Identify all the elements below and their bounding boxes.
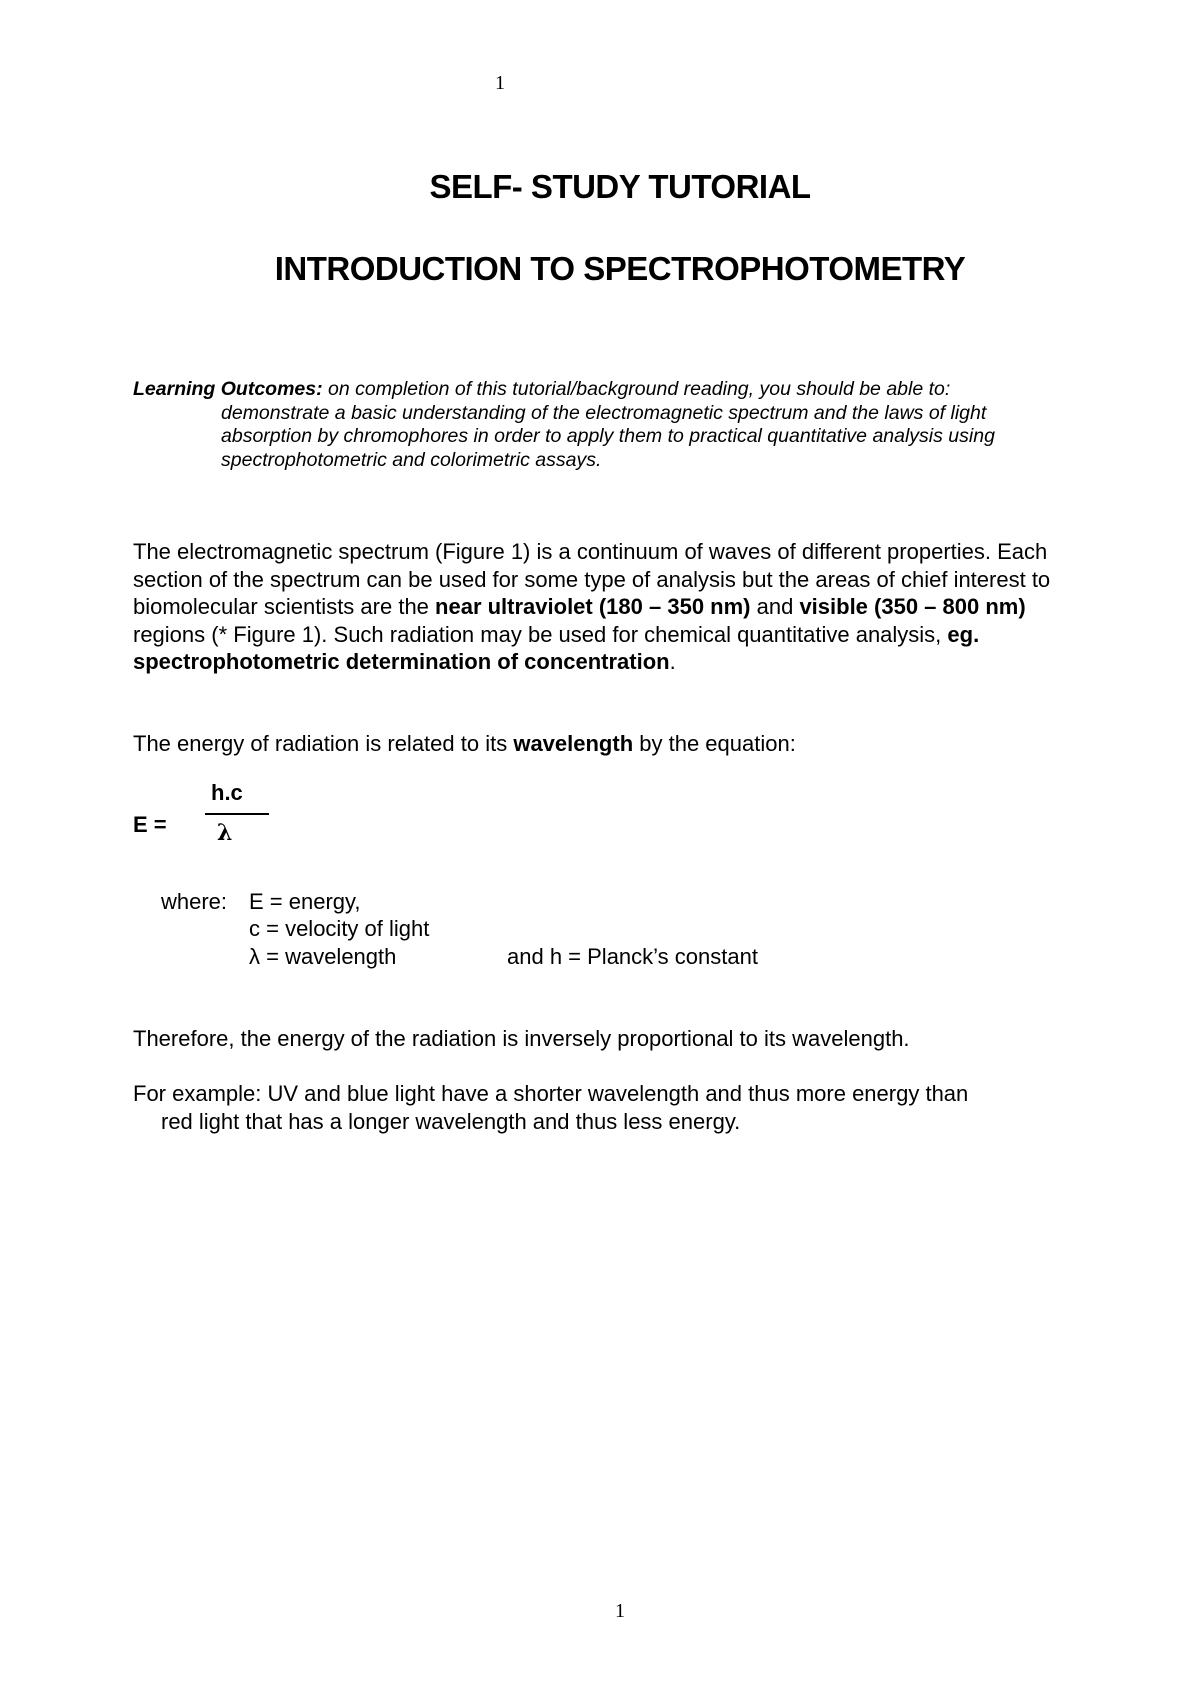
spectrophotometric-determination: eg. spectrophotometric determination of concentration [133, 621, 980, 674]
paragraph-spectrum-text-4: . [669, 649, 676, 674]
fraction-bar [205, 813, 269, 815]
where-definitions [161, 888, 361, 916]
where-label: where: [161, 889, 228, 914]
equation-numerator: h.c [211, 780, 243, 805]
near-uv-range: near ultraviolet (180 – 350 nm) [435, 594, 751, 619]
paragraph-inverse: Therefore, the energy of the radiation is inversely proportional to its wavelength. [133, 1026, 910, 1051]
wavelength-term: wavelength [513, 731, 634, 756]
equation-denominator: λ [217, 820, 233, 846]
paragraph-spectrum-text-1: The electromagnetic spectrum (Figure 1) is a continuum of waves of different properties. Each section of the spectrum can be used for some type of analysis but the areas of chief interest to biomolecular scientists are the [133, 539, 1051, 619]
paragraph-spectrum [133, 538, 1103, 676]
example-line-2: red light that has a longer wavelength and thus less energy. [161, 1108, 741, 1134]
learning-outcomes [133, 378, 1051, 472]
definition-energy: E = energy, [249, 889, 361, 914]
paragraph-example [133, 1080, 1103, 1135]
page-number-top: 1 [495, 72, 505, 94]
definition-velocity: c = velocity of light [249, 916, 430, 941]
learning-outcomes-text: demonstrate a basic understanding of the electromagnetic spectrum and the laws of light absorption by chromophores in order to apply them to practical quantitative analysis using spectrophotometric and colorimetric assays. [221, 401, 995, 471]
paragraph-energy-text-2: by the equation: [633, 731, 796, 756]
document-subtitle: INTRODUCTION TO SPECTROPHOTOMETRY [274, 250, 966, 287]
paragraph-energy [133, 730, 1103, 758]
visible-range: visible (350 – 800 nm) [799, 594, 1026, 619]
definition-wavelength: λ = wavelength [249, 944, 397, 969]
page-number-bottom: 1 [615, 1600, 625, 1622]
energy-equation [133, 780, 293, 860]
paragraph-spectrum-text-2: and [750, 594, 800, 619]
paragraph-spectrum-text-3: regions (* Figure 1). Such radiation may be used for chemical quantitative analysis, [133, 621, 948, 647]
learning-outcomes-lead: on completion of this tutorial/background reading, you should be able to: [322, 378, 951, 400]
example-line-1: For example: UV and blue light have a shorter wavelength and thus more energy than [133, 1081, 969, 1106]
paragraph-energy-text-1: The energy of radiation is related to its [133, 731, 514, 756]
document-title: SELF- STUDY TUTORIAL [429, 168, 811, 205]
learning-outcomes-label: Learning Outcomes: [133, 378, 323, 400]
definition-planck: and h = Planck’s constant [507, 944, 758, 969]
equation-lhs: E = [133, 812, 167, 837]
